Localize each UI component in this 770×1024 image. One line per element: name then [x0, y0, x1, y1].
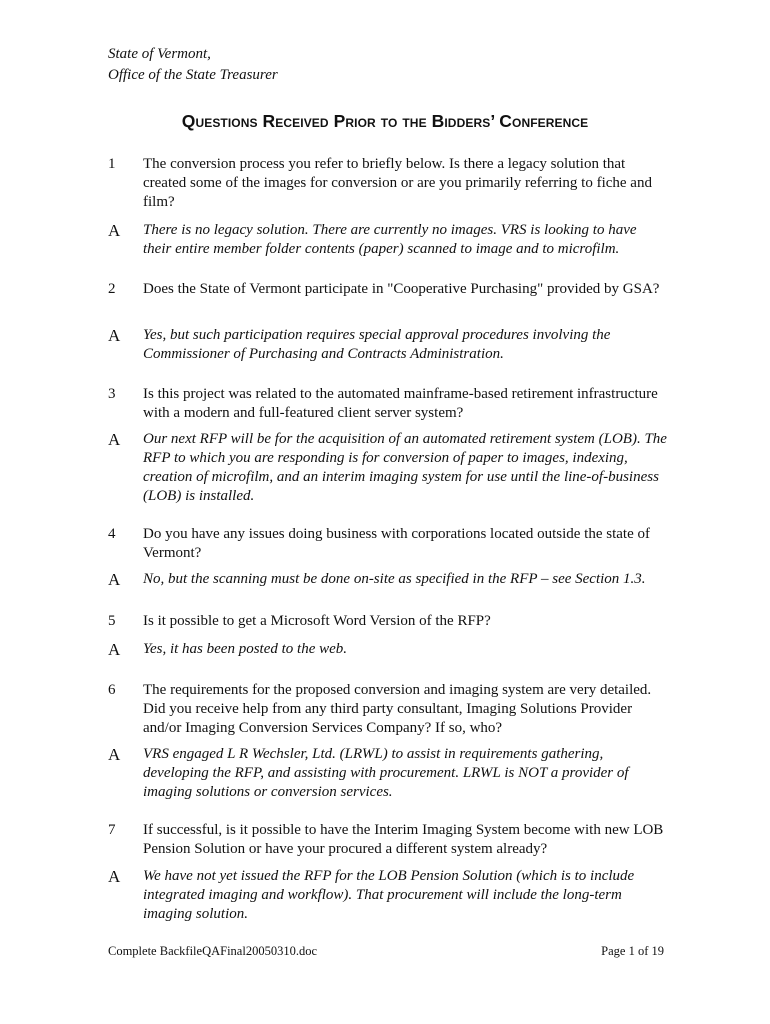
answer-6: [108, 745, 668, 802]
question-number: 2: [108, 281, 116, 297]
question-text: The requirements for the proposed conversion and imaging system are very detailed. Did you receive help from any third party consultant, Imaging Solutions Provider and/or Imaging Conversion Services Company? If so, who?: [143, 682, 652, 736]
question-5: [108, 612, 668, 631]
answer-text: VRS engaged L R Wechsler, Ltd. (LRWL) to assist in requirements gathering, developing the RFP, and assisting with procurement. LRWL is NOT a provider of imaging solutions or conversion services.: [143, 746, 629, 800]
question-1: [108, 155, 668, 212]
answer-text: Yes, but such participation requires special approval procedures involving the Commissioner of Purchasing and Contracts Administration.: [143, 327, 611, 362]
question-2: [108, 280, 668, 299]
answer-1: [108, 221, 668, 259]
document-header: [108, 44, 278, 86]
answer-3: [108, 430, 668, 506]
answer-5: [108, 640, 668, 659]
answer-label: A: [108, 745, 121, 764]
question-text: If successful, is it possible to have the Interim Imaging System become with new LOB Pension Solution or have your procured a different system already?: [143, 822, 664, 857]
answer-2: [108, 326, 668, 364]
question-text: Do you have any issues doing business with corporations located outside the state of Vermont?: [143, 526, 650, 561]
question-number: 6: [108, 682, 116, 698]
answer-text: No, but the scanning must be done on-site as specified in the RFP – see Section 1.3.: [143, 571, 646, 587]
answer-text: Our next RFP will be for the acquisition of an automated retirement system (LOB). The RFP to which you are responding is for conversion of paper to images, indexing, creation of microfilm, and an interim imaging system for use until the line-of-business (LOB) is installed.: [143, 431, 667, 504]
answer-label: A: [108, 867, 121, 886]
answer-label: A: [108, 640, 121, 659]
answer-label: A: [108, 570, 121, 589]
footer-page-number: Page 1 of 19: [601, 944, 664, 958]
answer-4: [108, 570, 668, 589]
header-line-office: Office of the State Treasurer: [108, 67, 278, 83]
footer-filename: Complete BackfileQAFinal20050310.doc: [108, 944, 317, 958]
answer-label: A: [108, 326, 121, 345]
answer-label: A: [108, 221, 121, 240]
header-line-state: State of Vermont,: [108, 46, 211, 62]
answer-text: We have not yet issued the RFP for the LOB Pension Solution (which is to include integrated imaging and workflow). That procurement will include the long-term imaging solution.: [143, 868, 635, 922]
page-title: Questions Received Prior to the Bidders’ Conference: [181, 111, 589, 131]
question-number: 7: [108, 822, 116, 838]
question-number: 4: [108, 526, 116, 542]
question-text: The conversion process you refer to briefly below. Is there a legacy solution that created some of the images for conversion or are you primarily referring to fiche and film?: [143, 156, 652, 210]
question-number: 5: [108, 613, 116, 629]
question-text: Is it possible to get a Microsoft Word Version of the RFP?: [143, 613, 491, 629]
question-number: 1: [108, 156, 116, 172]
question-6: [108, 681, 668, 738]
question-4: [108, 525, 668, 563]
answer-label: A: [108, 430, 121, 449]
question-text: Does the State of Vermont participate in "Cooperative Purchasing" provided by GSA?: [143, 281, 660, 297]
answer-text: There is no legacy solution. There are currently no images. VRS is looking to have their entire member folder contents (paper) scanned to image and to microfilm.: [143, 222, 637, 257]
question-text: Is this project was related to the automated mainframe-based retirement infrastructure with a modern and full-featured client server system?: [143, 386, 658, 421]
question-7: [108, 821, 668, 859]
answer-text: Yes, it has been posted to the web.: [143, 641, 348, 657]
question-number: 3: [108, 386, 116, 402]
question-3: [108, 385, 668, 423]
answer-7: [108, 867, 668, 924]
